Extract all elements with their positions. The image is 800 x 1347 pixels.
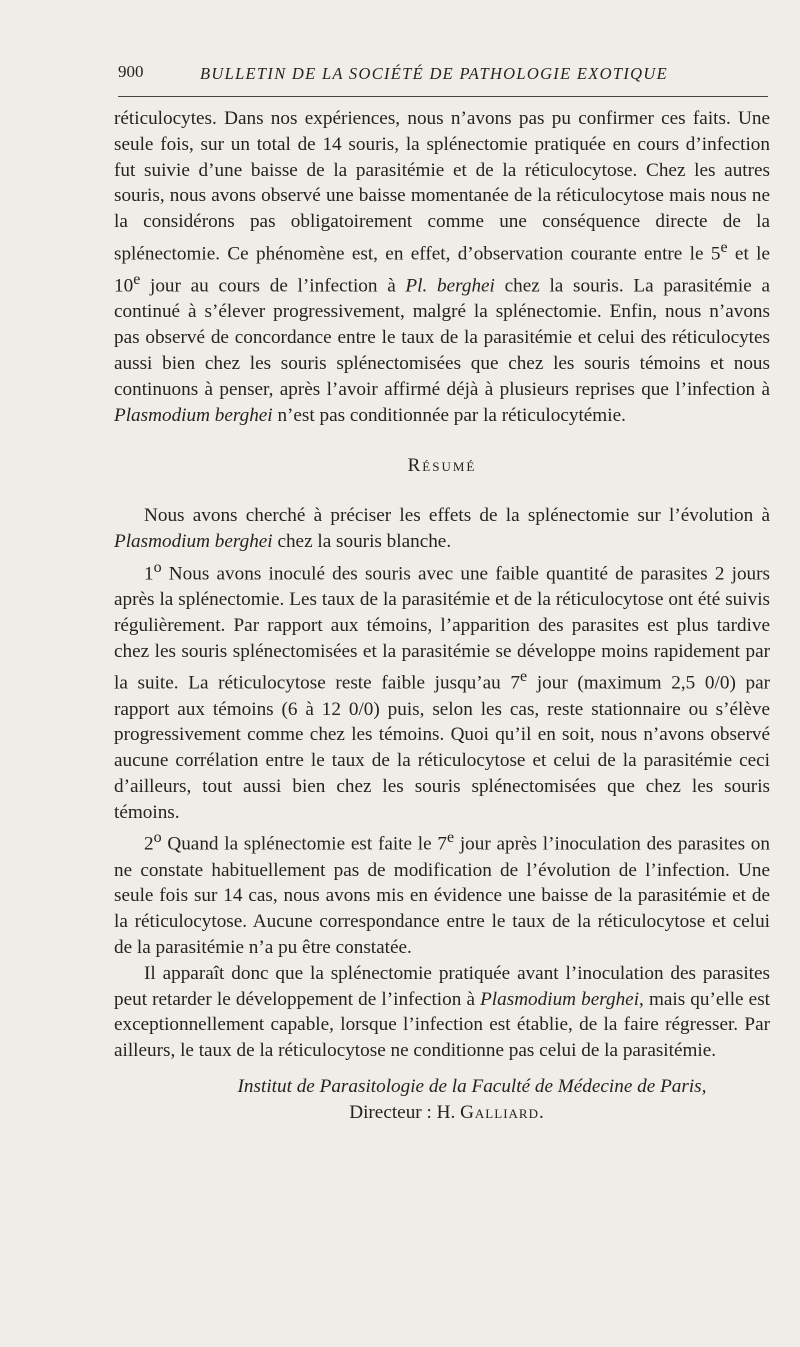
running-title: BULLETIN DE LA SOCIÉTÉ DE PATHOLOGIE EXOTIQUE: [200, 64, 668, 83]
director-line: Directeur : H. Galliard.: [349, 1101, 545, 1123]
page-number: 900: [118, 62, 144, 81]
director-name: Galliard.: [460, 1101, 545, 1123]
institute-line: Institut de Parasitologie de la Faculté de Médecine de Paris,: [237, 1076, 707, 1098]
paragraph-summary-intro: Nous avons cherché à préciser les effets de la splénectomie sur l’évolution à Plasmodium berghei chez la souris blanche.: [114, 505, 770, 552]
affiliation: [114, 1074, 770, 1126]
article-body: [114, 106, 770, 1126]
paragraph-point-2: 2$^o$ Quand la splénectomie est faite le 7e jour après l’inoculation des parasites on ne constate habituellement pas de modification de l’évolution de l’infection. Une seule fois sur 14 cas, nous avons mis en évidence une baisse de la parasitémie et de la réticulocytose. Aucune correspondance entre le taux de la réticulocytose et celui de la parasitémie n’a pu être constatée.: [114, 829, 770, 959]
page-header: [118, 62, 768, 97]
section-heading-resume: Résumé: [407, 455, 477, 477]
paragraph-conclusion: Il apparaît donc que la splénectomie pratiquée avant l’inoculation des parasites peut retarder le développement de l’infection à Plasmodium berghei, mais qu’elle est exceptionnellement capable, lorsque l’infection est établie, de la faire régresser. Par ailleurs, le taux de la réticulocytose ne conditionne pas celui de la parasitémie.: [114, 962, 770, 1062]
paragraph-point-1: 1$^o$ Nous avons inoculé des souris avec une faible quantité de parasites 2 jours après la splénectomie. Les taux de la parasitémie et de la réticulocytose ont été suivis régulièrement. Par rapport aux témoins, l’apparition des parasites est plus tardive chez les souris splénectomisées et la parasitémie se développe moins rapidement par la suite. La réticulocytose reste faible jusqu’au 7e jour (maximum 2,5 0/0) par rapport aux témoins (6 à 12 0/0) puis, selon les cas, reste stationnaire ou s’élève progressivement comme chez les témoins. Quoi qu’il en soit, nous n’avons observé aucune corrélation entre le taux de la réticulocytose et celui de la parasitémie ceci d’ailleurs, tout aussi bien chez les souris splénectomisées que chez les souris témoins.: [114, 558, 771, 823]
paragraph-continuation: réticulocytes. Dans nos expériences, nous n’avons pas pu confirmer ces faits. Une seule fois, sur un total de 14 souris, la splénectomie pratiquée en cours d’infection fut suivie d’une baisse de la parasitémie et de la réticulocytose. Chez les autres souris, nous avons observé une baisse momentanée de la réticulocytose mais nous ne la considérons pas obligatoirement comme une conséquence directe de la splénectomie. Ce phénomène est, en effet, d’observation courante entre le 5e et le 10e jour au cours de l’infection à Pl. berghei chez la souris. La parasitémie a continué à s’élever progressivement, malgré la splénectomie. Enfin, nous n’avons pas observé de concordance entre le taux de la parasitémie et celui des réticulocytes aussi bien chez les souris splénectomisées que chez les souris témoins et nous continuons à penser, après l’avoir affirmé déjà à plusieurs reprises que l’infection à Plasmodium berghei n’est pas conditionnée par la réticulocytémie.: [114, 108, 770, 426]
